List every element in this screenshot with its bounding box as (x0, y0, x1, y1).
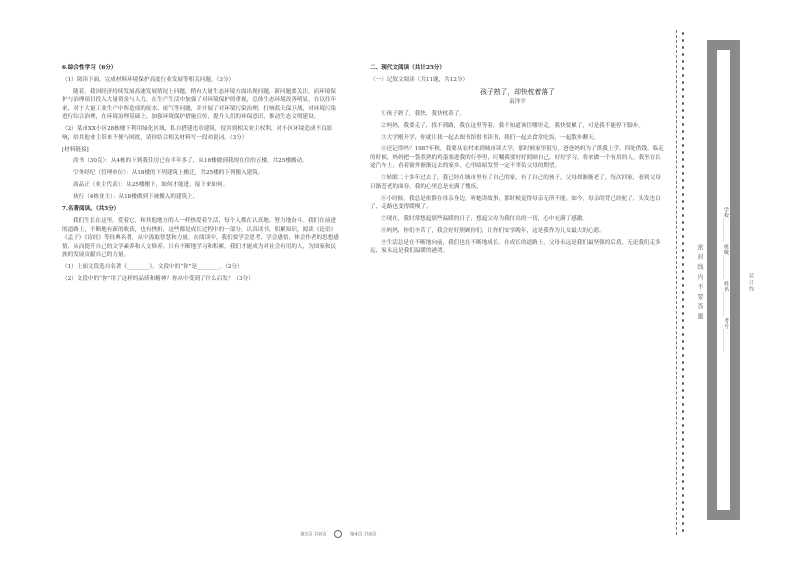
student-info-fields: 学校________ 班级________ 姓名________ 考号________ (717, 50, 730, 510)
student-info-bar (707, 40, 740, 520)
right-column (370, 60, 665, 259)
essay-paragraph: ⑧妈妈，你们辛苦了，我会好好照顾你们，让你们安享晚年，这是我作为儿女最大的心愿。 (381, 227, 605, 234)
circle-icon (334, 530, 342, 538)
essay-paragraph: ①孩子熟了，我快，我快枕着了。 (381, 110, 465, 117)
question-7-text: 我们生长在这里，爱着它，和其他地方的人一样热爱着生活，每个人都在认真地、努力地奋斗。我们在前进的道路上，不断地有新的收获，也有挫折，这些都是成长过程中的一部分，认真读书，积累知识，阅读《论语》《孟子》《诗经》等经典名著，从中汲取智慧和力量。在阅读中，我们要学会思考、学会感悟，体会作者的思想感情，从而提升自己的文学素养和人文修养。只有不断地学习和积累，我们才能成为对社会有用的人，为国家和民族的发展贡献自己的力量。 (62, 218, 339, 259)
material-1: 尚书（30克）：从4栋的下到我住房已有半年多了，从18楼做到我现在住的五楼，共25楼搬动。 (73, 158, 308, 165)
section7-title: 7.名著阅读。（共5分） (62, 206, 120, 213)
section6-title: 6.综合性学习（6分） (62, 65, 117, 71)
material-4: 执行（4栋业主）：从18楼做到下被搬入的建筑上。 (73, 193, 199, 200)
essay-author: 袁泽平 (509, 99, 526, 106)
binding-notice: 密 封 线 内 不 要 答 题 (696, 244, 703, 321)
essay-paragraph: ②妈妈，我要走了，找不到路，我在这里等着，我不知道该往哪里走，我快要累了，可是我不能停下脚步。 (381, 122, 644, 129)
question-6-2: （2）某市XX小区28栋楼下利用绿化区域，私自搭建违章建筑，侵害到相关业主权利，对小区环境造成不良影响，给其他业主带来不便与困扰，请你结合相关材料写一段劝说词。（3分） (62, 126, 333, 141)
essay-paragraph: ⑨生活总是在不断地向前，我们也在不断地成长。在成长的道路上，父母永远是我们最坚强的后盾，无论我们走多远，家永远是我们温暖的港湾。 (370, 239, 661, 255)
binding-strip-label: 装 订 线 (748, 273, 754, 292)
essay-paragraph: ③大学刚开学，你就让我一起去图书馆借书读书，我们一起去食堂吃饭，一起散步聊天。 (381, 134, 600, 141)
material-3: 商品正（业主代表）：从25楼搬下，如何才能进，接下来如何。 (73, 181, 229, 188)
material-label: [材料链接] (62, 146, 89, 153)
section2-title: 二、现代文阅读（共计25分） (370, 65, 445, 71)
essay-paragraph: ⑤转眼二十多年过去了，我已经在城市里有了自己的家，有了自己的孩子，父母却渐渐老了。每次回家，看到父母日渐苍老的面容，我的心里总是充满了愧疚。 (370, 175, 661, 190)
question-7-1: （1）上面文段选自名著《________》，文段中的“你”是________。（2分） (62, 264, 243, 271)
essay-title: 孩子熟了，却快枕着落了 (480, 87, 555, 96)
question-6-1: （1）阅读下面，完成材料环境保护高度行业发展等相关问题。（3分） (62, 76, 235, 83)
left-page-number: 第3页 共8页 (300, 532, 327, 538)
essay-paragraph: ⑦现在，我时常想起那些温暖的日子，想起父母为我付出的一切，心中充满了感激。 (381, 216, 588, 222)
page-footer (300, 530, 377, 538)
question-6-1-text: 随着，我国经济持续发展高速发展情况上问题，稍有大量生态环境方面出现问题，新问题要关注，而环境保护与治理项目投入大量资金与人力，在生产生活中加强了对环境保护的重视，总体生态环境改善明显，在以往年来，对于大量工业生产中所造成的废水、废气等问题，并开展了对环境污染治理，打响蓝天保卫战，对环境污染进行综合治理，在环境治理基础上，加强环境保护措施宣传，提升人们的环保意识，推动生态文明建设。 (62, 88, 337, 121)
essay-paragraph: ④还记得吗？1987年秋，我要从农村来到城市读大学，那时候家里很穷，爸爸妈妈为了供我上学，四处借钱。临走的时候，妈妈把一袋煮熟的鸡蛋塞进我的行李里，叮嘱我要好好照顾自己，好好学习，将来做一个有用的人。我坐在长途汽车上，看着窗外渐渐远去的家乡，心里暗暗发誓一定不辜负父母的期望。 (370, 146, 664, 170)
material-2: 空务经纪（管理单位）：从18楼的下列建筑上搬迁，共25楼的下列搬入建筑。 (73, 170, 264, 177)
subsection-1-title: （一）记叙文阅读（共11题，共12分） (370, 76, 469, 83)
question-7-2: （2）文段中的“你”用了这样的品质和精神？你从中受到了什么启发？（3分） (62, 275, 254, 282)
right-page-number: 第4页 共8页 (349, 532, 377, 538)
left-column (62, 60, 340, 287)
essay-paragraph: ⑥小时候，我总是依偎在母亲身边，听她讲故事，那时候觉得母亲无所不能。如今，母亲的背已经驼了，头发也白了，走路也变得缓慢了。 (370, 195, 661, 211)
binding-dots (681, 30, 685, 535)
